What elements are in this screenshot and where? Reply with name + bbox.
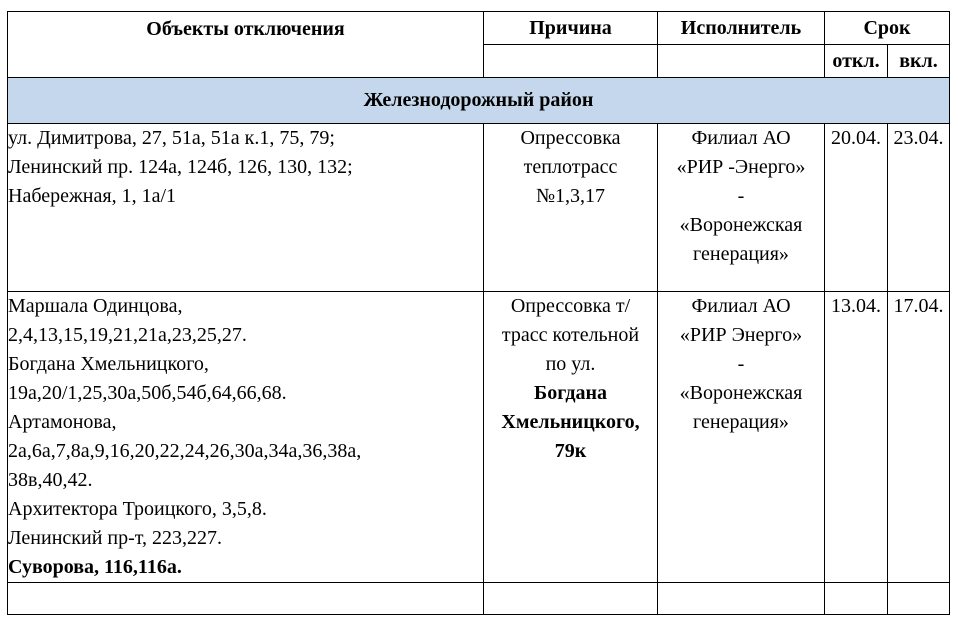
header-off: откл. [825, 45, 888, 78]
object-line: Маршала Одинцова, [8, 295, 183, 317]
object-line: Ленинский пр. 124а, 124б, 126, 130, 132; [8, 156, 353, 178]
empty-cell [888, 583, 950, 615]
object-line: 2,4,13,15,19,21,21а,23,25,27. [8, 324, 247, 346]
object-line: ул. Димитрова, 27, 51а, 51а к.1, 75, 79; [8, 127, 335, 149]
executor-cell [658, 124, 825, 292]
header-reason: Причина [484, 12, 658, 45]
object-line: 19а,20/1,25,30а,50б,54б,64,66,68. [8, 382, 287, 404]
executor-line: «РИР Энерго» [679, 324, 803, 346]
outage-schedule-table [7, 11, 950, 615]
off-date: 20.04. [825, 124, 888, 292]
object-line: Артамонова, [8, 411, 117, 433]
reason-line: Богдана [534, 382, 607, 404]
object-line: Архитектора Троицкого, 3,5,8. [8, 498, 267, 520]
executor-line: «Воронежская [679, 214, 803, 236]
reason-line: №1,3,17 [535, 185, 606, 207]
objects-cell [8, 292, 484, 583]
reason-cell [484, 124, 658, 292]
object-line: Ленинский пр-т, 223,227. [8, 527, 223, 549]
subheader-executor-empty [658, 45, 825, 78]
objects-cell [8, 124, 484, 292]
on-date: 17.04. [888, 292, 950, 583]
reason-line: Опрессовка т/ [510, 295, 631, 317]
reason-cell [484, 292, 658, 583]
executor-line: - [737, 353, 745, 375]
executor-line: - [737, 185, 745, 207]
object-line: 38в,40,42. [8, 469, 93, 491]
executor-line: «Воронежская [679, 382, 803, 404]
executor-line: Филиал АО [691, 127, 791, 149]
executor-line: генерация» [693, 411, 789, 433]
object-line: Набережная, 1, 1а/1 [8, 185, 177, 207]
reason-line: трасс котельной [501, 324, 640, 346]
executor-line: генерация» [693, 243, 789, 265]
district-row [8, 78, 950, 124]
district-title: Железнодорожный район [8, 78, 950, 124]
header-term: Срок [825, 12, 950, 45]
header-row [8, 12, 950, 45]
header-executor: Исполнитель [658, 12, 825, 45]
empty-cell [658, 583, 825, 615]
header-objects: Объекты отключения [8, 12, 484, 78]
subheader-reason-empty [484, 45, 658, 78]
executor-cell [658, 292, 825, 583]
empty-cell [8, 583, 484, 615]
reason-line: теплотрасс [523, 156, 618, 178]
reason-line: по ул. [545, 353, 596, 375]
executor-line: «РИР -Энерго» [676, 156, 806, 178]
object-line: Богдана Хмельницкого, [8, 353, 209, 375]
executor-line: Филиал АО [691, 295, 791, 317]
table-row [8, 124, 950, 292]
reason-line: Опрессовка [520, 127, 621, 149]
reason-line: Хмельницкого, [501, 411, 640, 433]
on-date: 23.04. [888, 124, 950, 292]
off-date: 13.04. [825, 292, 888, 583]
empty-cell [484, 583, 658, 615]
object-line: 2а,6а,7,8а,9,16,20,22,24,26,30а,34а,36,38а, [8, 440, 362, 462]
reason-line: 79к [554, 440, 587, 462]
table-row [8, 292, 950, 583]
object-line: Суворова, 116,116а. [8, 556, 182, 578]
header-on: вкл. [888, 45, 950, 78]
empty-row [8, 583, 950, 615]
empty-cell [825, 583, 888, 615]
